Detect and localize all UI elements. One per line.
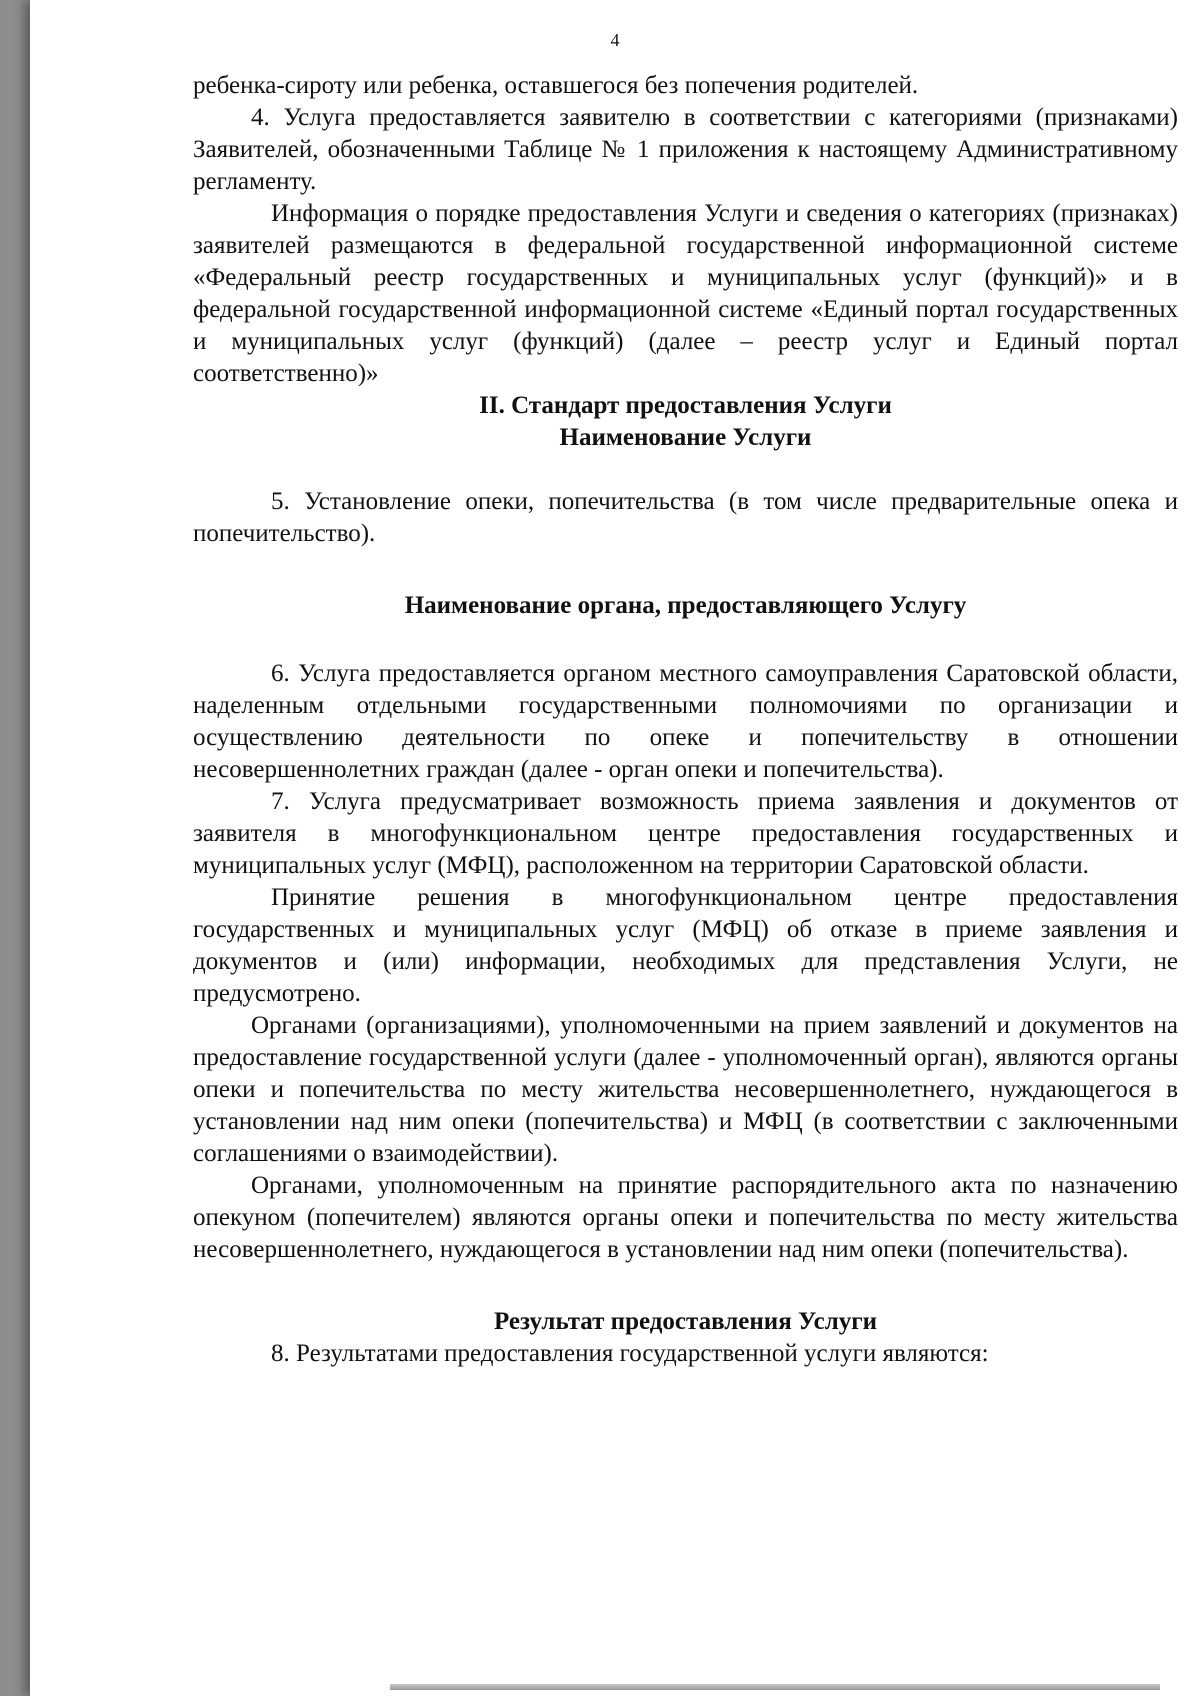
document-body <box>193 70 1178 1370</box>
subheading-service-name: Наименование Услуги <box>559 424 812 451</box>
paragraph-act-bodies: Органами, уполномоченным на принятие распорядительного акта по назначению опекуном (попечителем) являются органы опеки и попечительства по месту жительства несовершеннолетнего, нуждающегося в установлении над ним опеки (попечительства). <box>193 1172 1178 1263</box>
paragraph-item-7: 7. Услуга предусматривает возможность приема заявления и документов от заявителя в многофункциональном центре предоставления государственных и муниципальных услуг (МФЦ), расположенном на территории Саратовской области. <box>193 788 1178 879</box>
paragraph-continuation: ребенка-сироту или ребенка, оставшегося без попечения родителей. <box>193 72 919 99</box>
page-number: 4 <box>610 30 620 50</box>
paragraph-mfc-refusal: Принятие решения в многофункциональном центре предоставления государственных и муниципальных услуг (МФЦ) об отказе в приеме заявления и документов и (или) информации, необходимых для представления Услуги, не предусмотрено. <box>193 884 1178 1007</box>
paragraph-item-8: 8. Результатами предоставления государственной услуги являются: <box>271 1340 989 1367</box>
scan-edge-strip <box>390 1684 1160 1690</box>
paragraph-info: Информация о порядке предоставления Услуги и сведения о категориях (признаках) заявителей размещаются в федеральной государственной информационной системе «Федеральный реестр государственных и муниципальных услуг (функций)» и в федеральной государственной информационной системе «Единый портал государственных и муниципальных услуг (функций) (далее – реестр услуг и Единый портал соответственно)» <box>193 200 1178 387</box>
paragraph-authorized-bodies: Органами (организациями), уполномоченными на прием заявлений и документов на предоставление государственной услуги (далее - уполномоченный орган), являются органы опеки и попечительства по месту жительства несовершеннолетнего, нуждающегося в установлении над ним опеки (попечительства) и МФЦ (в соответствии с заключенными соглашениями о взаимодействии). <box>193 1012 1178 1167</box>
subheading-result: Результат предоставления Услуги <box>493 1308 877 1335</box>
subheading-authority: Наименование органа, предоставляющего Услугу <box>404 592 967 619</box>
paragraph-item-5: 5. Установление опеки, попечительства (в том числе предварительные опека и попечительство). <box>193 488 1178 547</box>
paragraph-item-4: 4. Услуга предоставляется заявителю в соответствии с категориями (признаками) Заявителей, обозначенными Таблице № 1 приложения к настоящему Административному регламенту. <box>193 104 1178 195</box>
document-page <box>30 0 1200 1696</box>
section-heading: II. Стандарт предоставления Услуги <box>479 392 892 419</box>
paragraph-item-6: 6. Услуга предоставляется органом местного самоуправления Саратовской области, наделенным отдельными государственными полномочиями по организации и осуществлению деятельности по опеке и попечительству в отношении несовершеннолетних граждан (далее - орган опеки и попечительства). <box>193 660 1178 783</box>
